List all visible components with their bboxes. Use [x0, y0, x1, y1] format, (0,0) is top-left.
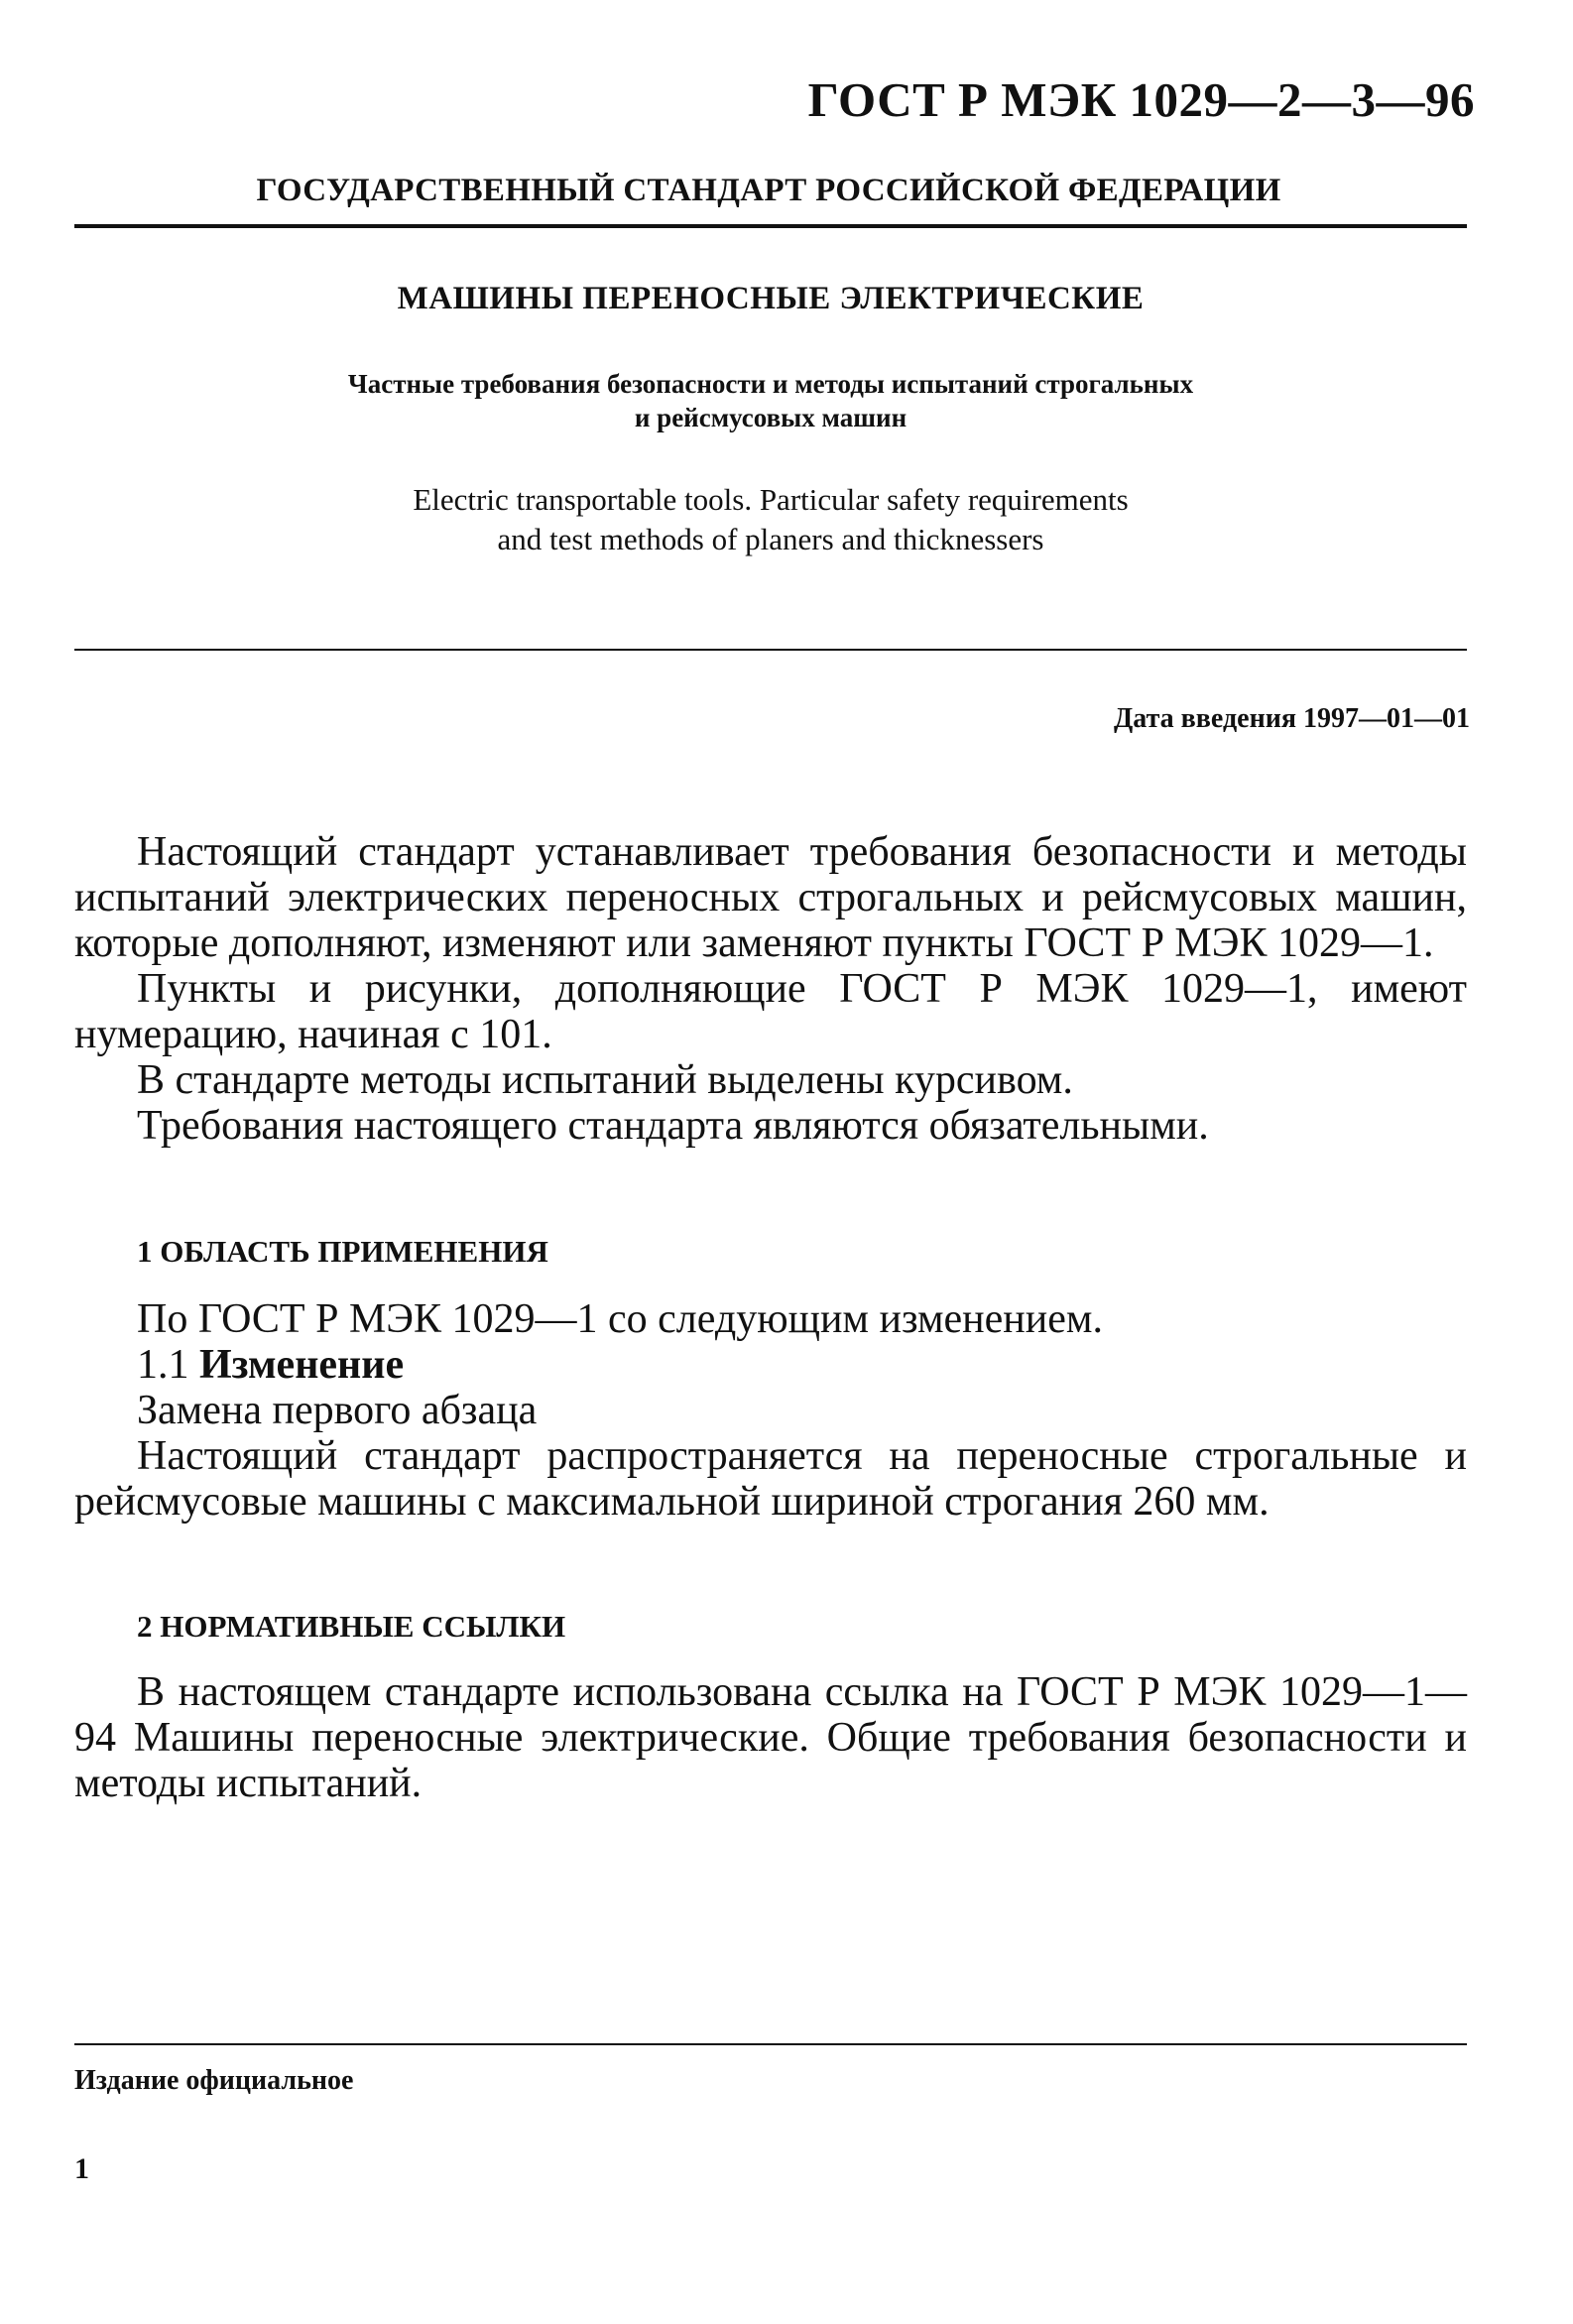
document-code: ГОСТ Р МЭК 1029—2—3—96 — [807, 72, 1475, 127]
subtitle-line-2: и рейсмусовых машин — [634, 403, 908, 432]
english-title-line-1: Electric transportable tools. Particular safety requirements — [413, 482, 1129, 517]
section-1-text — [74, 1296, 1467, 1525]
issuing-agency: ГОСУДАРСТВЕННЫЙ СТАНДАРТ РОССИЙСКОЙ ФЕДЕРАЦИИ — [256, 173, 1281, 208]
intro-paragraph-1: Настоящий стандарт устанавливает требования безопасности и методы испытаний электрических переносных строгальных и рейсмусовых машин, которые дополняют, изменяют или заменяют пункты ГОСТ Р МЭК 1029—1. — [74, 829, 1467, 966]
subtitle-line-1: Частные требования безопасности и методы испытаний строгальных — [347, 369, 1194, 399]
section-2-heading: 2 НОРМАТИВНЫЕ ССЫЛКИ — [137, 1609, 566, 1644]
english-title-line-2: and test methods of planers and thicknessers — [497, 522, 1044, 556]
intro-text — [74, 829, 1467, 1149]
subsection-1-1-heading — [74, 1342, 1467, 1388]
title-divider — [74, 649, 1467, 651]
subsection-title: Изменение — [199, 1342, 405, 1388]
document-subtitle — [74, 367, 1467, 434]
footer-divider — [74, 2043, 1467, 2045]
introduction-date: Дата введения 1997—01—01 — [1114, 703, 1470, 734]
section-1-heading: 1 ОБЛАСТЬ ПРИМЕНЕНИЯ — [137, 1234, 548, 1269]
intro-paragraph-3: В стандарте методы испытаний выделены курсивом. — [137, 1057, 1073, 1103]
intro-paragraph-4: Требования настоящего стандарта являются обязательными. — [137, 1103, 1209, 1149]
page-number: 1 — [74, 2152, 89, 2185]
header-divider — [74, 224, 1467, 228]
english-title — [74, 480, 1467, 559]
section-2-text — [74, 1669, 1467, 1806]
official-edition-label: Издание официальное — [74, 2065, 354, 2096]
section-2-paragraph-1: В настоящем стандарте использована ссылка на ГОСТ Р МЭК 1029—1—94 Машины переносные электрические. Общие требования безопасности и методы испытаний. — [74, 1669, 1467, 1806]
section-1-paragraph-2: Замена первого абзаца — [137, 1388, 538, 1433]
section-1-paragraph-1: По ГОСТ Р МЭК 1029—1 со следующим изменением. — [137, 1296, 1103, 1342]
subsection-number: 1.1 — [137, 1342, 189, 1388]
document-title: МАШИНЫ ПЕРЕНОСНЫЕ ЭЛЕКТРИЧЕСКИЕ — [397, 281, 1145, 316]
section-1-paragraph-3: Настоящий стандарт распространяется на переносные строгальные и рейсмусовые машины с максимальной шириной строгания 260 мм. — [74, 1433, 1467, 1525]
intro-paragraph-2: Пункты и рисунки, дополняющие ГОСТ Р МЭК 1029—1, имеют нумерацию, начиная с 101. — [74, 966, 1467, 1057]
